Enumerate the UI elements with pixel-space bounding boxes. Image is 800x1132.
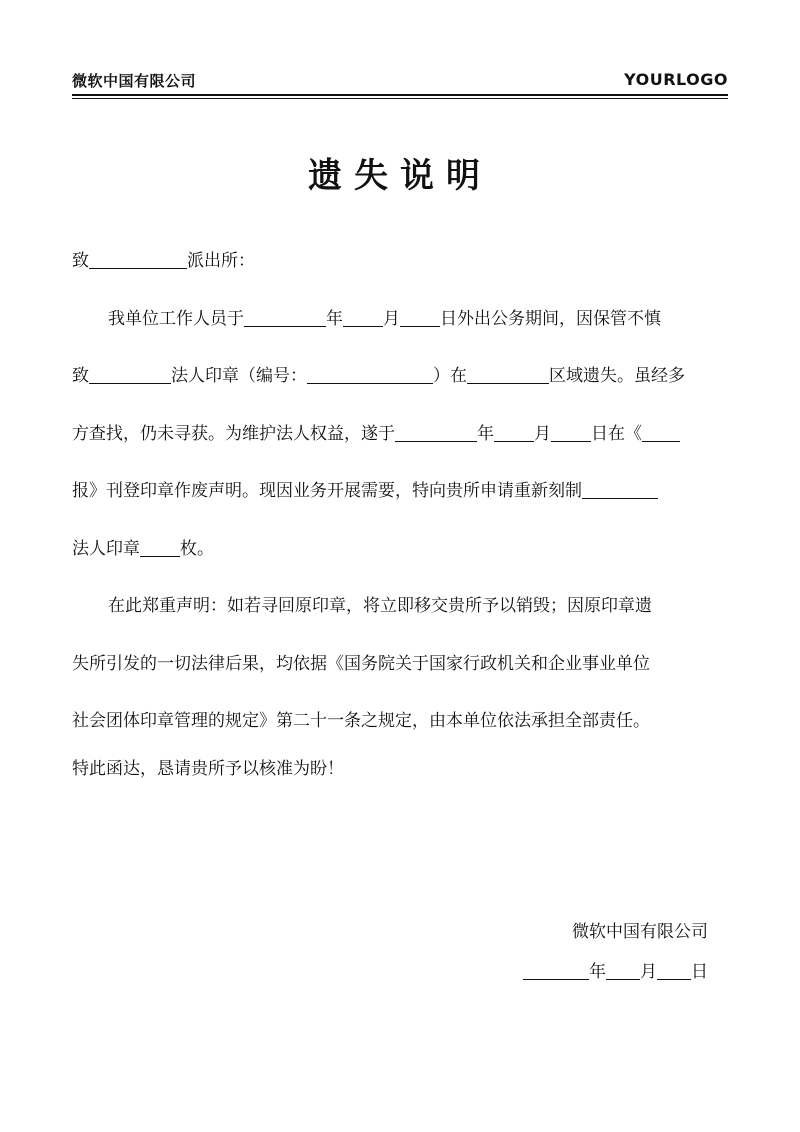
- text: 枚。: [180, 538, 214, 559]
- paragraph-line: [72, 406, 712, 464]
- text: 月: [383, 308, 400, 329]
- text: 失所引发的一切法律后果，均依据《国务院关于国家行政机关和企业事业单位: [72, 653, 650, 674]
- header-logo-text: YOURLOGO: [624, 70, 728, 89]
- text: 日外出公务期间，因保管不慎: [440, 308, 661, 329]
- paragraph-line: [72, 291, 712, 349]
- text: 方查找，仍未寻获。为维护法人权益，遂于: [72, 423, 395, 444]
- text: 特此函达，恳请贵所予以核准为盼！: [72, 758, 344, 779]
- document-title: 遗失说明: [308, 156, 492, 196]
- blank-region[interactable]: [467, 363, 549, 384]
- header-rule-thick: [72, 94, 728, 96]
- blank-seal-count[interactable]: [140, 536, 180, 557]
- text: 致: [72, 366, 89, 386]
- closing-line: [72, 741, 712, 799]
- text: 日在《: [591, 423, 642, 444]
- document-body: [72, 233, 712, 808]
- blank-sign-day[interactable]: [657, 959, 691, 980]
- text: ）在: [433, 366, 467, 386]
- text: 年: [477, 423, 494, 444]
- signature-date: [523, 952, 708, 992]
- text: 月: [640, 962, 657, 982]
- header-company-name: 微软中国有限公司: [72, 72, 197, 90]
- blank-seal-type[interactable]: [582, 478, 658, 499]
- paragraph-line: [72, 521, 712, 579]
- blank-year[interactable]: [395, 421, 477, 442]
- text: 月: [534, 423, 551, 444]
- text: 年: [326, 308, 343, 329]
- paragraph-line: [72, 636, 712, 694]
- blank-month[interactable]: [343, 306, 383, 327]
- text: 社会团体印章管理的规定》第二十一条之规定，由本单位依法承担全部责任。: [72, 711, 650, 731]
- signature-company: 微软中国有限公司: [572, 922, 708, 942]
- blank-sign-year[interactable]: [523, 959, 589, 980]
- blank-month[interactable]: [494, 421, 534, 442]
- blank-day[interactable]: [400, 306, 440, 327]
- header-rule-thin: [72, 98, 728, 99]
- paragraph-line: [72, 578, 712, 636]
- text: 派出所：: [187, 251, 255, 271]
- paragraph-line: [72, 348, 712, 406]
- text: 致: [72, 251, 89, 271]
- text: 年: [589, 962, 606, 982]
- signature-block: [523, 912, 708, 992]
- blank-day[interactable]: [551, 421, 591, 442]
- blank-police-station[interactable]: [89, 248, 187, 269]
- text: 区域遗失。虽经多: [549, 366, 685, 386]
- paragraph-line: [72, 463, 712, 521]
- addressee-line: [72, 233, 712, 291]
- blank-seal-number[interactable]: [307, 363, 433, 384]
- blank-newspaper[interactable]: [642, 421, 680, 442]
- text: 法人印章: [72, 538, 140, 559]
- blank-year[interactable]: [244, 306, 326, 327]
- page-header: [72, 70, 728, 92]
- blank-sign-month[interactable]: [606, 959, 640, 980]
- text: 日: [691, 962, 708, 982]
- text: 在此郑重声明：如若寻回原印章，将立即移交贵所予以销毁；因原印章遗: [108, 596, 652, 616]
- text: 报》刊登印章作废声明。现因业务开展需要，特向贵所申请重新刻制: [72, 481, 582, 501]
- blank-unit[interactable]: [89, 363, 171, 384]
- text: 法人印章（编号：: [171, 366, 307, 386]
- text: 我单位工作人员于: [108, 308, 244, 329]
